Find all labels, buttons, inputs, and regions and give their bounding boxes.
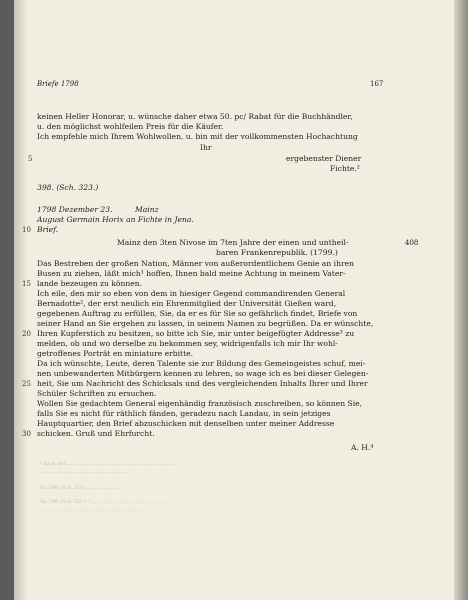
- page-number: 167: [370, 80, 384, 88]
- entry-type: Brief.: [37, 225, 59, 234]
- line-number: 15: [22, 280, 31, 288]
- text-line: Ich empfehle mich Ihrem Wohlwollen, u. bin mit der vollkommensten Hochachtung: [37, 132, 358, 141]
- entry-number: 398. (Sch. 323.): [37, 183, 99, 192]
- body-line: seiner Hand an Sie ergehen zu lassen, in seinem Namen zu begrüßen. Da er wünschte,: [37, 319, 374, 328]
- body-line: Schüler Schriften zu ersuchen.: [37, 389, 157, 398]
- entry-addressee: August Germain Horix an Fichte in Jena.: [37, 215, 194, 224]
- body-line: melden, ob und wo derselbe zu bekommen sey, widrigenfalls ich mir Ihr wohl-: [37, 339, 338, 348]
- letter-heading-line: baren Frankenrepublik. (1799.): [216, 248, 338, 257]
- body-line: Wollen Sie gedachtem General eigenhändig französisch zuschreiben, so können Sie,: [37, 399, 363, 408]
- body-line: Da ich wünschte, Leute, deren Talente sie zur Bildung des Gemeingeistes schuf, mei-: [37, 359, 366, 368]
- entry-date: 1798 Dezember 23.: [37, 205, 113, 214]
- body-line: gegebenen Auftrag zu erfüllen, Sie, da er es für Sie so gefährlich findet, Briefe von: [37, 309, 358, 318]
- body-line: Bernadotte², der erst neulich ein Ehrenmitglied der Universität Gießen ward,: [37, 299, 337, 308]
- body-line: nen unbewanderten Mitbürgern kennen zu lehren, so wage ich es bei dieser Gelegen-: [37, 369, 369, 378]
- page-edge-shadow: [454, 0, 468, 600]
- body-line: Hauptquartier, den Brief abzuschicken mit denselben unter meiner Addresse: [37, 419, 335, 428]
- body-line: Ich eile, den mir so eben von dem in hiesiger Gegend commandirenden General: [37, 289, 346, 298]
- text-line: Ihr: [200, 143, 212, 152]
- body-line: falls Sie es nicht für räthlich fänden, geradezu nach Landau, in sein jetziges: [37, 409, 331, 418]
- body-line: Ihren Kupferstich zu besitzen, so bitte ich Sie, mir unter beigefügter Addresse³ zu: [37, 329, 355, 338]
- footnote-line: Sa. 398. (Sch. 323.) ¹ .......................................................: [40, 500, 171, 505]
- letter-signature: Fichte.²: [330, 164, 360, 173]
- line-number: 20: [22, 330, 31, 338]
- entry-place: Mainz: [135, 205, 159, 214]
- body-line: getroffenes Porträt en miniature erbitte.: [37, 349, 194, 358]
- text-line: keinen Heller Honorar, u. wünsche daher etwa 50. pc/ Rabat für die Buchhändler,: [37, 112, 353, 121]
- footnote-line: Sa. 398. (Sch. 323.) ........................: [40, 486, 123, 491]
- line-number: 25: [22, 380, 31, 388]
- text-line: u. den möglichst wohlfeilen Preis für die Käufer.: [37, 122, 224, 131]
- page-gutter-shadow: [14, 0, 28, 600]
- letter-closing: ergebenster Diener: [286, 154, 362, 163]
- body-line: schicken. Gruß und Ehrfurcht.: [37, 429, 155, 438]
- body-line: heit, Sie um Nachricht des Schicksals und des vergleichenden Inhalts Ihrer und Ihrer: [37, 379, 368, 388]
- footnote-line: ......................................................................: [40, 508, 143, 513]
- margin-reference: 408: [405, 239, 419, 247]
- line-number: 5: [28, 155, 33, 163]
- line-number: 10: [22, 226, 31, 234]
- line-number: 30: [22, 430, 31, 438]
- body-line: Busen zu ziehen, läßt mich¹ hoffen, Ihnen bald meine Achtung in meinem Vater-: [37, 269, 346, 278]
- letter-signoff: A. H.⁴: [351, 443, 374, 452]
- footnote-line: ...............................................................: [40, 470, 132, 475]
- letter-heading-line: Mainz den 3ten Nivose im 7ten Jahre der einen und untheil-: [117, 238, 349, 247]
- body-line: Das Bestreben der großen Nation, Männer von außerordentlichem Genie an ihren: [37, 259, 354, 268]
- body-line: lande bezeugen zu können.: [37, 279, 143, 288]
- running-header: Briefe 1798: [37, 80, 79, 88]
- footnote-line: ¹ mich: der...........................................................................: [40, 462, 175, 467]
